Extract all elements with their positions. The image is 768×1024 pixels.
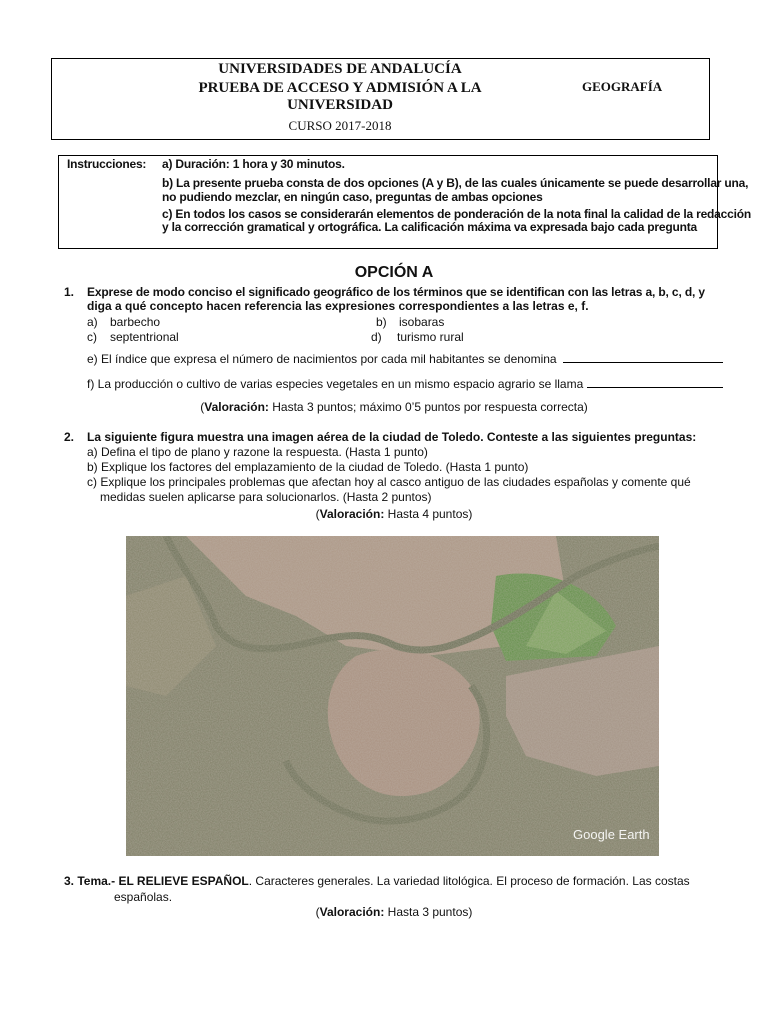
q1-number: 1.: [64, 285, 75, 299]
q2-score-text: Hasta 4 puntos): [384, 507, 473, 521]
q1-d-letter: d): [371, 330, 382, 344]
q1-e-answer-blank[interactable]: [563, 352, 723, 363]
q1-score: [0, 400, 768, 414]
q1-d-term: turismo rural: [397, 330, 464, 344]
instruction-c-line1: c) En todos los casos se considerarán elementos de ponderación de la nota final la calidad de la redacción: [162, 207, 751, 221]
q3-label: 3. Tema.-: [64, 874, 116, 888]
q3-score-label: Valoración:: [319, 905, 385, 919]
q1-a-term: barbecho: [110, 315, 161, 329]
q1-e-text: e) El índice que expresa el número de nacimientos por cada mil habitantes se denomina: [87, 352, 557, 366]
q2-a: a) Defina el tipo de plano y razone la respuesta. (Hasta 1 punto): [87, 445, 428, 459]
q1-a-letter: a): [87, 315, 98, 329]
q2-score-label: Valoración:: [319, 507, 385, 521]
q1-b-term: isobaras: [399, 315, 445, 329]
header-test-title: PRUEBA DE ACCESO Y ADMISIÓN A LA: [198, 80, 482, 96]
q3-text-line1: . Caracteres generales. La variedad litológica. El proceso de formación. Las costas: [248, 874, 690, 888]
instruction-a: a) Duración: 1 hora y 30 minutos.: [162, 157, 345, 171]
q3-score-open: (: [315, 905, 320, 919]
q2-c-line2: medidas suelen aplicarse para solucionarlos. (Hasta 2 puntos): [100, 490, 432, 504]
q2-text: La siguiente figura muestra una imagen aérea de la ciudad de Toledo. Conteste a las siguientes preguntas:: [87, 430, 697, 444]
q2-score: [0, 507, 768, 521]
q2-b: b) Explique los factores del emplazamiento de la ciudad de Toledo. (Hasta 1 punto): [87, 460, 529, 474]
q2-number: 2.: [64, 430, 75, 444]
q3-score-text: Hasta 3 puntos): [384, 905, 473, 919]
header-course: CURSO 2017-2018: [288, 118, 392, 133]
instructions-label: Instrucciones:: [67, 157, 147, 171]
aerial-photo-graphic: [126, 536, 659, 856]
q3-line1: [64, 874, 690, 888]
header-university: UNIVERSIDADES DE ANDALUCÍA: [218, 61, 462, 77]
q1-f-answer-blank[interactable]: [587, 377, 723, 388]
q1-c-letter: c): [87, 330, 97, 344]
q3-topic: EL RELIEVE ESPAÑOL: [118, 874, 249, 888]
header-university-2: UNIVERSIDAD: [287, 97, 393, 113]
instruction-b-line1: b) La presente prueba consta de dos opciones (A y B), de las cuales únicamente se puede desarrollar una,: [162, 176, 749, 190]
q3-score: [0, 905, 768, 919]
q1-f-item: [87, 377, 723, 391]
q1-e-item: [87, 352, 723, 366]
toledo-aerial-image: [126, 536, 659, 856]
instruction-c-line2: y la corrección gramatical y ortográfica. La calificación máxima va expresada bajo cada pregunta: [162, 220, 698, 234]
option-title: OPCIÓN A: [354, 264, 434, 281]
q1-f-text: f) La producción o cultivo de varias especies vegetales en un mismo espacio agrario se llama: [87, 377, 584, 391]
google-earth-watermark: Google Earth: [573, 827, 650, 842]
instruction-b-line2: no pudiendo mezclar, en ningún caso, preguntas de ambas opciones: [162, 190, 543, 204]
q1-score-label: Valoración:: [204, 400, 269, 414]
q1-score-open: (: [200, 400, 205, 414]
q1-text-line2: diga a qué concepto hacen referencia las expresiones correspondientes a las letras e, f.: [87, 299, 589, 313]
q3-text-line2: españolas.: [114, 890, 173, 904]
header-subject: GEOGRAFÍA: [582, 79, 663, 94]
q2-score-open: (: [315, 507, 320, 521]
q1-score-text: Hasta 3 puntos; máximo 0’5 puntos por respuesta correcta): [268, 400, 588, 414]
q1-text-line1: Exprese de modo conciso el significado geográfico de los términos que se identifican con las letras a, b, c, d, y: [87, 285, 705, 299]
q1-c-term: septentrional: [110, 330, 179, 344]
q2-c-line1: c) Explique los principales problemas que afectan hoy al casco antiguo de las ciudades españolas y comente qué: [87, 475, 691, 489]
q1-b-letter: b): [376, 315, 387, 329]
